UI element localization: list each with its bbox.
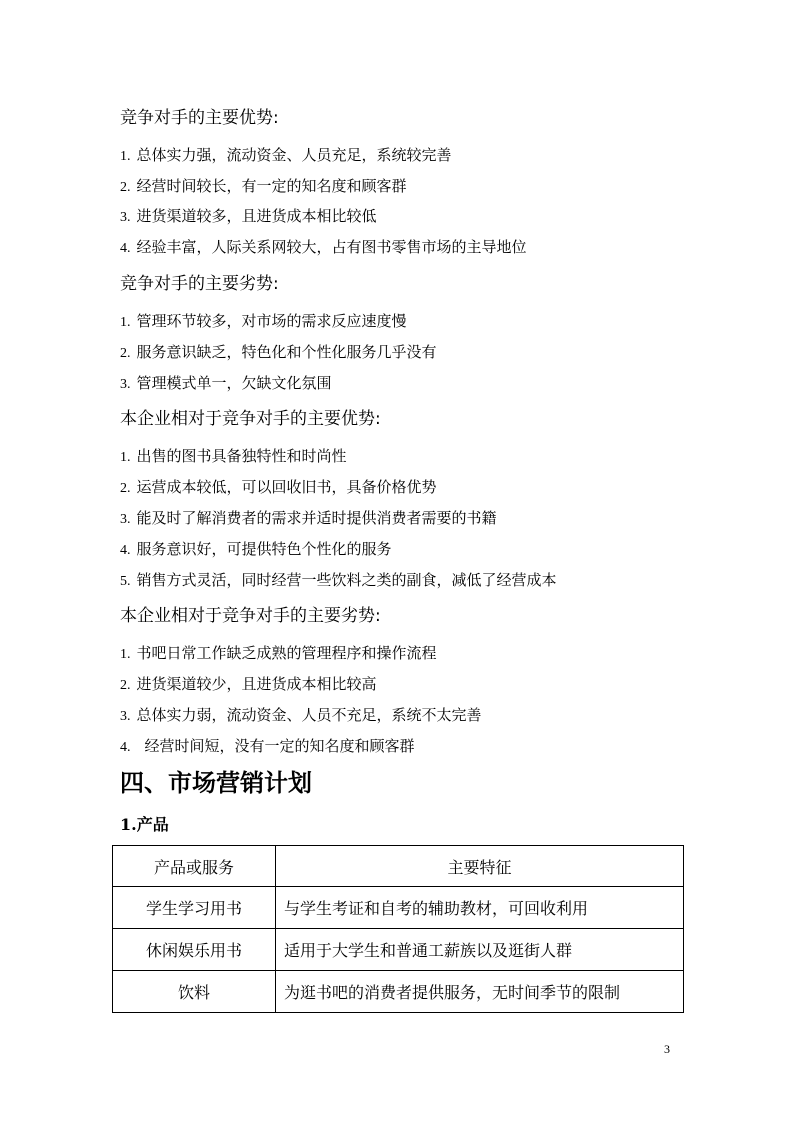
table-row (113, 971, 684, 1013)
column-header-feature: 主要特征 (276, 846, 684, 887)
our-strengths-heading: 本企业相对于竞争对手的主要优势: (120, 409, 381, 429)
table-cell: 与学生考证和自考的辅助教材，可回收利用 (276, 887, 684, 929)
list-item: 3. 进货渠道较多，且进货成本相比较低 (120, 207, 377, 225)
section-title: 四、市场营销计划 (120, 768, 312, 797)
table-row (113, 929, 684, 971)
sub-title: 1.产品 (120, 815, 169, 834)
list-item: 4. 经营时间短，没有一定的知名度和顾客群 (120, 737, 415, 755)
list-item: 1. 总体实力强，流动资金、人员充足，系统较完善 (120, 146, 452, 164)
table-cell: 休闲娱乐用书 (113, 929, 276, 971)
table-cell: 为逛书吧的消费者提供服务，无时间季节的限制 (276, 971, 684, 1013)
list-item: 3. 管理模式单一，欠缺文化氛围 (120, 374, 332, 392)
column-header-product: 产品或服务 (113, 846, 276, 887)
table-cell: 饮料 (113, 971, 276, 1013)
list-item: 4. 服务意识好，可提供特色个性化的服务 (120, 540, 392, 558)
list-item: 2. 服务意识缺乏，特色化和个性化服务几乎没有 (120, 343, 437, 361)
list-item: 1. 管理环节较多，对市场的需求反应速度慢 (120, 312, 407, 330)
table-cell: 学生学习用书 (113, 887, 276, 929)
table-row (113, 887, 684, 929)
list-item: 3. 能及时了解消费者的需求并适时提供消费者需要的书籍 (120, 509, 497, 527)
list-item: 2. 经营时间较长，有一定的知名度和顾客群 (120, 177, 407, 195)
product-table (112, 845, 684, 1013)
page-number: 3 (664, 1042, 670, 1056)
list-item: 1. 书吧日常工作缺乏成熟的管理程序和操作流程 (120, 644, 437, 662)
list-item: 3. 总体实力弱，流动资金、人员不充足，系统不太完善 (120, 706, 482, 724)
table-header-row (113, 846, 684, 887)
competitor-strengths-heading: 竞争对手的主要优势: (120, 108, 279, 128)
list-item: 2. 运营成本较低，可以回收旧书，具备价格优势 (120, 478, 437, 496)
list-item: 2. 进货渠道较少，且进货成本相比较高 (120, 675, 377, 693)
competitor-weaknesses-heading: 竞争对手的主要劣势: (120, 274, 279, 294)
table-cell: 适用于大学生和普通工薪族以及逛街人群 (276, 929, 684, 971)
list-item: 5. 销售方式灵活，同时经营一些饮料之类的副食，减低了经营成本 (120, 571, 557, 589)
our-weaknesses-heading: 本企业相对于竞争对手的主要劣势: (120, 606, 381, 626)
list-item: 4. 经验丰富，人际关系网较大，占有图书零售市场的主导地位 (120, 238, 527, 256)
list-item: 1. 出售的图书具备独特性和时尚性 (120, 447, 347, 465)
